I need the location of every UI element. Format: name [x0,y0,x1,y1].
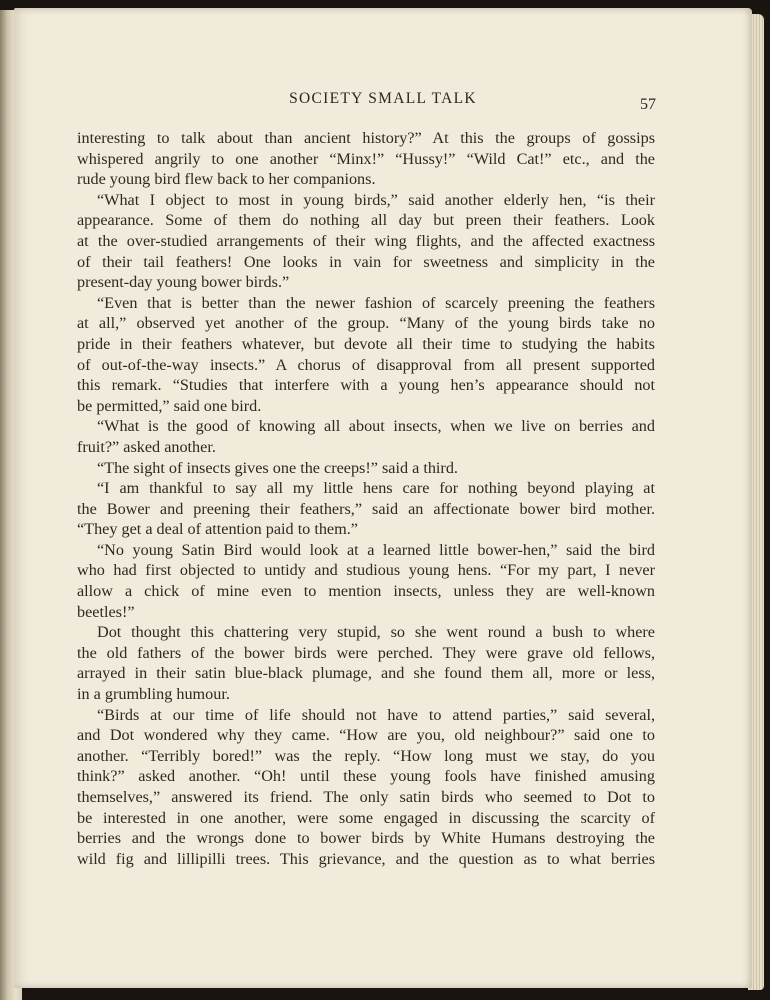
text-line: in a grumbling humour. [77,685,230,704]
text-line: “What I object to most in young birds,” said another elderly hen, “is their [97,190,655,209]
text-line: the Bower and preening their feathers,” said an affectionate bower bird mother. [77,499,655,518]
text-line: whispered angrily to one another “Minx!” “Hussy!” “Wild Cat!” etc., and the [77,149,655,168]
text-line: the old fathers of the bower birds were perched. They were grave old fellows, [77,643,655,662]
text-line: interesting to talk about than ancient history?” At this the groups of gossips [77,129,655,147]
text-line: be interested in one another, were some engaged in discussing the scarcity of [77,808,655,827]
text-line: present-day young bower birds.” [77,273,290,292]
text-line: rude young bird flew back to her companions. [77,170,376,189]
text-line: at the over-studied arrangements of their wing flights, and the affected exactness [77,231,655,250]
text-line: arrayed in their satin blue-black plumage, and she found them all, more or less, [77,664,655,683]
text-line: appearance. Some of them do nothing all day but preen their feathers. Look [77,211,655,230]
text-line: another. “Terribly bored!” was the reply. “How long must we stay, do you [77,746,655,765]
text-line: “The sight of insects gives one the creeps!” said a third. [97,458,458,477]
text-line: “I am thankful to say all my little hens care for nothing beyond playing at [97,479,655,498]
page-number: 57 [640,96,656,113]
book-page [14,8,752,988]
text-line: themselves,” answered its friend. The only satin birds who seemed to Dot to [77,788,655,806]
text-line: beetles!” [77,602,135,621]
text-line: Dot thought this chattering very stupid, so she went round a bush to where [97,623,655,642]
text-line: wild fig and lillipilli trees. This grievance, and the question as to what berries [77,849,655,868]
text-line: berries and the wrongs done to bower birds by White Humans destroying the [77,829,655,848]
text-line: “Birds at our time of life should not have to attend parties,” said several, [97,705,655,724]
text-line: allow a chick of mine even to mention insects, unless they are well-known [77,582,655,601]
text-line: who had first objected to untidy and studious young hens. “For my part, I never [77,561,655,580]
text-line: “Even that is better than the newer fashion of scarcely preening the feathers [97,293,655,312]
running-head: SOCIETY SMALL TALK [289,90,477,107]
text-line: and Dot wondered why they came. “How are you, old neighbour?” said one to [77,726,655,745]
text-line: fruit?” asked another. [77,437,216,456]
text-line: be permitted,” said one bird. [77,396,262,415]
text-line: “No young Satin Bird would look at a learned little bower-hen,” said the bird [97,540,655,559]
text-line: at all,” observed yet another of the group. “Many of the young birds take no [77,314,655,333]
text-line: “They get a deal of attention paid to them.” [77,520,358,539]
text-line: of out-of-the-way insects.” A chorus of disapproval from all present supported [77,355,655,374]
body-text [77,128,655,869]
text-line: of their tail feathers! One looks in vain for sweetness and simplicity in the [77,252,655,271]
text-line: “What is the good of knowing all about insects, when we live on berries and [97,417,655,436]
text-line: pride in their feathers whatever, but devote all their time to studying the habits [77,334,655,353]
text-line: think?” asked another. “Oh! until these young fools have finished amusing [77,767,655,786]
text-line: this remark. “Studies that interfere with a young hen’s appearance should not [77,376,655,395]
